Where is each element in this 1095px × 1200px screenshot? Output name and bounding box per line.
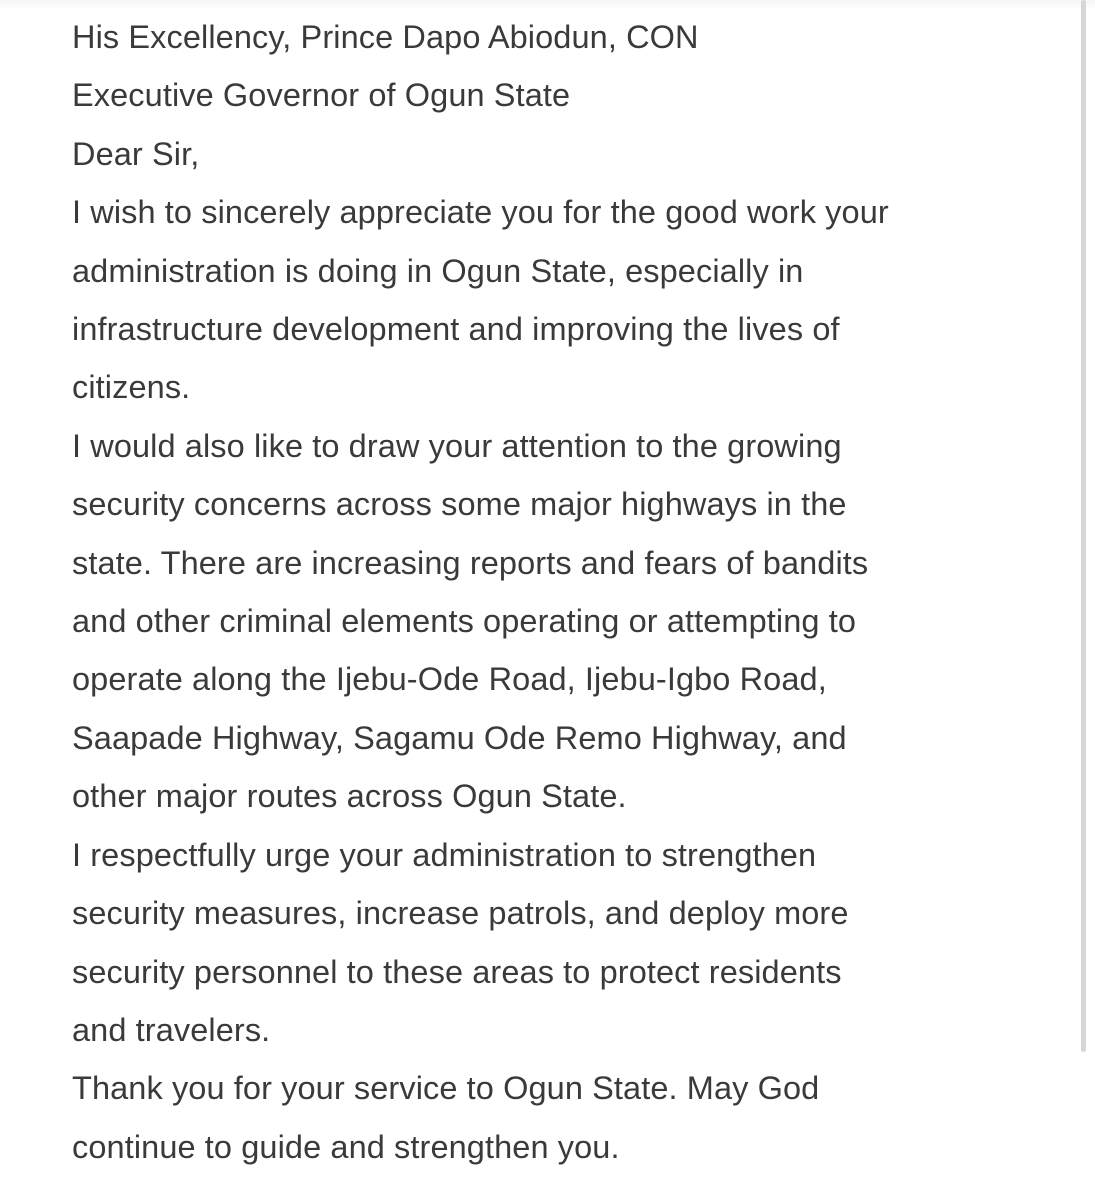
body-line: and travelers. xyxy=(72,1011,271,1048)
body-line: operate along the Ijebu-Ode Road, Ijebu-Igbo Road, xyxy=(72,661,827,698)
body-line: administration is doing in Ogun State, especially in xyxy=(72,252,804,289)
closing-line: continue to guide and strengthen you. xyxy=(72,1128,620,1165)
body-line: I would also like to draw your attention to the growing xyxy=(72,427,842,464)
closing-line: Thank you for your service to Ogun State. May God xyxy=(72,1070,820,1107)
body-line: Saapade Highway, Sagamu Ode Remo Highway, and xyxy=(72,719,847,756)
letter-body[interactable] xyxy=(72,8,1072,1176)
body-line: security measures, increase patrols, and deploy more xyxy=(72,895,849,932)
body-line: citizens. xyxy=(72,369,191,406)
body-line: other major routes across Ogun State. xyxy=(72,778,627,815)
body-line: I wish to sincerely appreciate you for the good work your xyxy=(72,194,889,231)
body-line: state. There are increasing reports and fears of bandits xyxy=(72,544,869,581)
body-line: I respectfully urge your administration to strengthen xyxy=(72,836,817,873)
body-line: infrastructure development and improving the lives of xyxy=(72,311,840,348)
salutation-title-line: Executive Governor of Ogun State xyxy=(72,77,571,114)
greeting-line: Dear Sir, xyxy=(72,135,200,172)
body-line: security personnel to these areas to protect residents xyxy=(72,953,842,990)
vertical-scrollbar[interactable] xyxy=(1081,0,1086,1052)
body-line: and other criminal elements operating or attempting to xyxy=(72,603,857,640)
salutation-name-line: His Excellency, Prince Dapo Abiodun, CON xyxy=(72,19,699,55)
body-line: security concerns across some major highways in the xyxy=(72,486,847,523)
